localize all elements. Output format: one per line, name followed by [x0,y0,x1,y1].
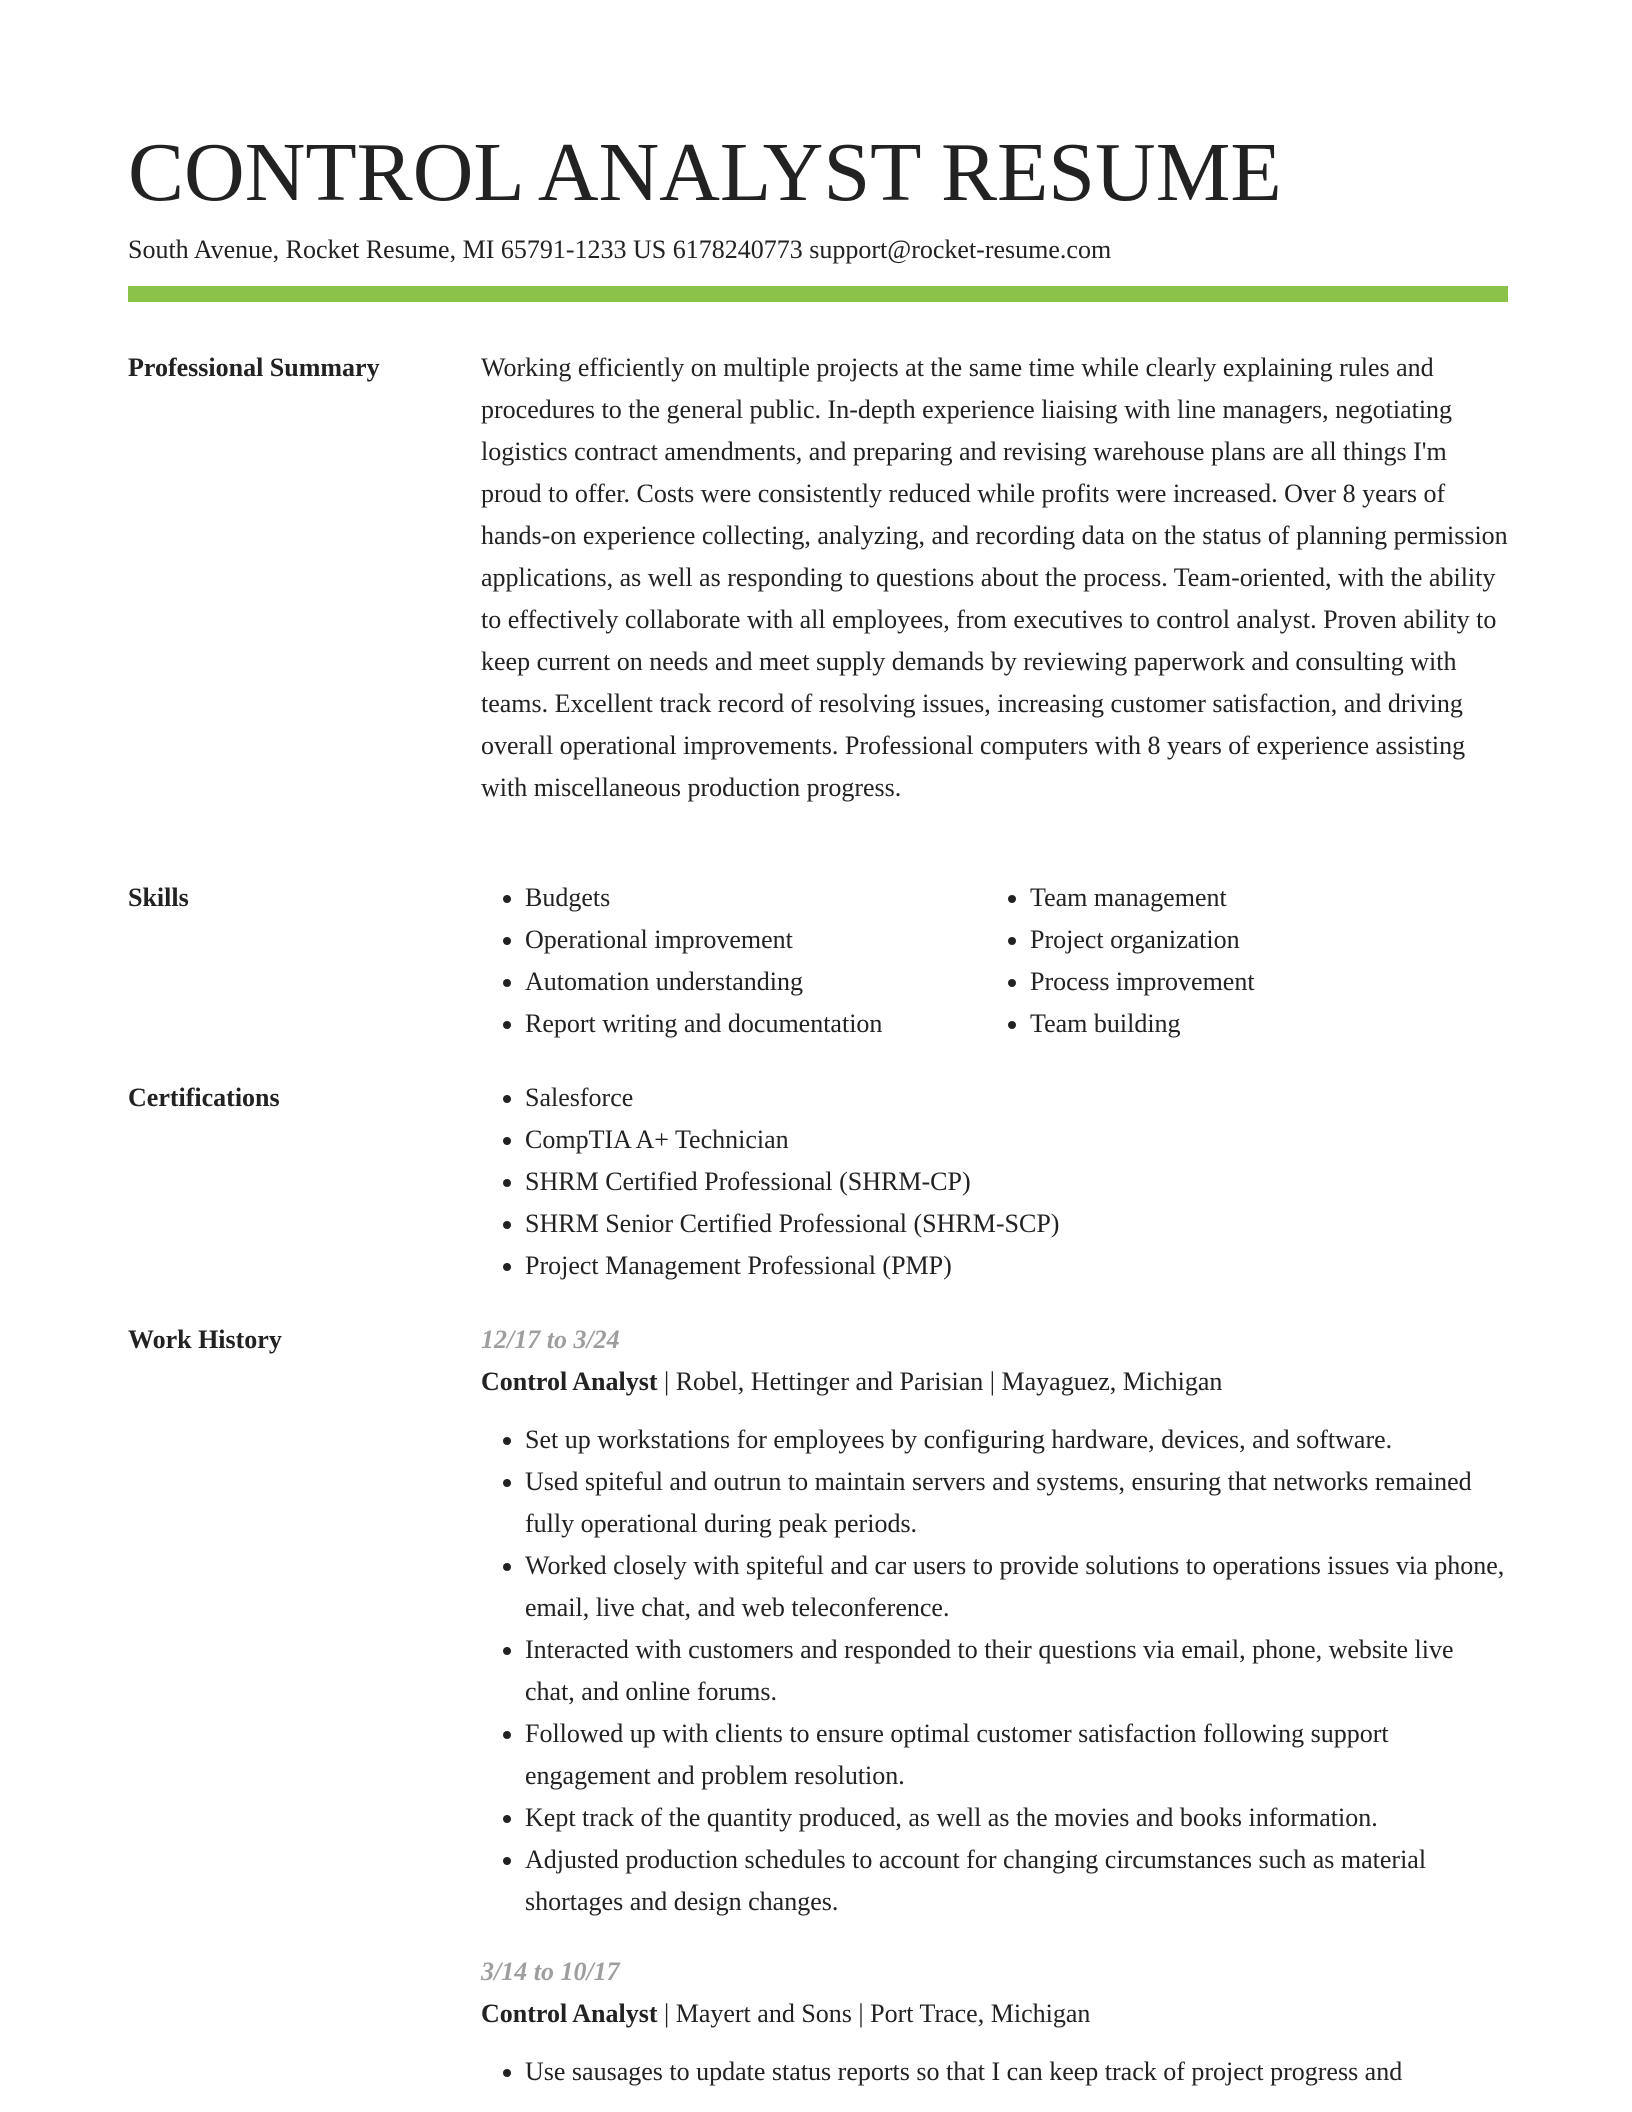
skills-body [481,877,1508,1045]
certification-item: • SHRM Certified Professional (SHRM-CP) [525,1161,1508,1203]
job-entry [481,1951,1508,2093]
job-title: Control Analyst [481,1999,658,2028]
job-entry [481,1319,1508,1923]
contact-info: South Avenue, Rocket Resume, MI 65791-1233 US 6178240773 support@rocket-resume.com [128,235,1112,264]
skills-columns [481,877,1508,1045]
job-employer: | Mayert and Sons | Port Trace, Michigan [657,1999,1091,2028]
job-duties [481,2051,1508,2093]
job-title: Control Analyst [481,1367,658,1396]
job-heading [481,1993,1508,2035]
accent-divider [128,286,1508,302]
skill-item: • Team management [1030,877,1491,919]
skills-column-right [986,877,1491,1045]
skill-item: • Automation understanding [525,961,986,1003]
summary-body [481,347,1508,809]
skill-item: • Team building [1030,1003,1491,1045]
job-heading [481,1361,1508,1403]
skill-item: • Process improvement [1030,961,1491,1003]
certifications-body [481,1077,1508,1287]
job-duty: • Followed up with clients to ensure optimal customer satisfaction following support engagement and problem resolution. [525,1713,1508,1797]
job-duty: • Worked closely with spiteful and car users to provide solutions to operations issues via phone, email, live chat, and web teleconference. [525,1545,1508,1629]
skill-item: • Operational improvement [525,919,986,961]
skill-item: • Budgets [525,877,986,919]
certification-item: • CompTIA A+ Technician [525,1119,1508,1161]
skills-column-left [481,877,986,1045]
job-duty: • Kept track of the quantity produced, as well as the movies and books information. [525,1797,1508,1839]
work-history-label: Work History [128,1325,282,1354]
job-dates: 3/14 to 10/17 [481,1957,620,1986]
skill-item: • Project organization [1030,919,1491,961]
certification-item: • Salesforce [525,1077,1508,1119]
job-duty: • Use sausages to update status reports so that I can keep track of project progress and [525,2051,1508,2093]
job-dates: 12/17 to 3/24 [481,1325,620,1354]
job-duty: • Set up workstations for employees by configuring hardware, devices, and software. [525,1419,1508,1461]
certification-item: • SHRM Senior Certified Professional (SHRM-SCP) [525,1203,1508,1245]
skills-label: Skills [128,883,189,912]
summary-text: Working efficiently on multiple projects at the same time while clearly explaining rules and procedures to the general public. In-depth experience liaising with line managers, negotiating logistics contract amendments, and preparing and revising warehouse plans are all things I'm proud to offer. Costs were consistently reduced while profits were increased. Over 8 years of hands-on experience collecting, analyzing, and recording data on the status of planning permission applications, as well as responding to questions about the process. Team-oriented, with the ability to effectively collaborate with all employees, from executives to control analyst. Proven ability to keep current on needs and meet supply demands by reviewing paperwork and consulting with teams. Excellent track record of resolving issues, increasing customer satisfaction, and driving overall operational improvements. Professional computers with 8 years of experience assisting with miscellaneous production progress. [481,353,1508,802]
certifications-label: Certifications [128,1083,280,1112]
skill-item: • Report writing and documentation [525,1003,986,1045]
resume-title: CONTROL ANALYST RESUME [128,126,1282,219]
job-employer: | Robel, Hettinger and Parisian | Mayaguez, Michigan [657,1367,1223,1396]
job-duty: • Adjusted production schedules to account for changing circumstances such as material shortages and design changes. [525,1839,1508,1923]
job-duty: • Used spiteful and outrun to maintain servers and systems, ensuring that networks remained fully operational during peak periods. [525,1461,1508,1545]
summary-label: Professional Summary [128,353,380,382]
job-duty: • Interacted with customers and responded to their questions via email, phone, website live chat, and online forums. [525,1629,1508,1713]
certification-item: • Project Management Professional (PMP) [525,1245,1508,1287]
job-duties [481,1419,1508,1923]
